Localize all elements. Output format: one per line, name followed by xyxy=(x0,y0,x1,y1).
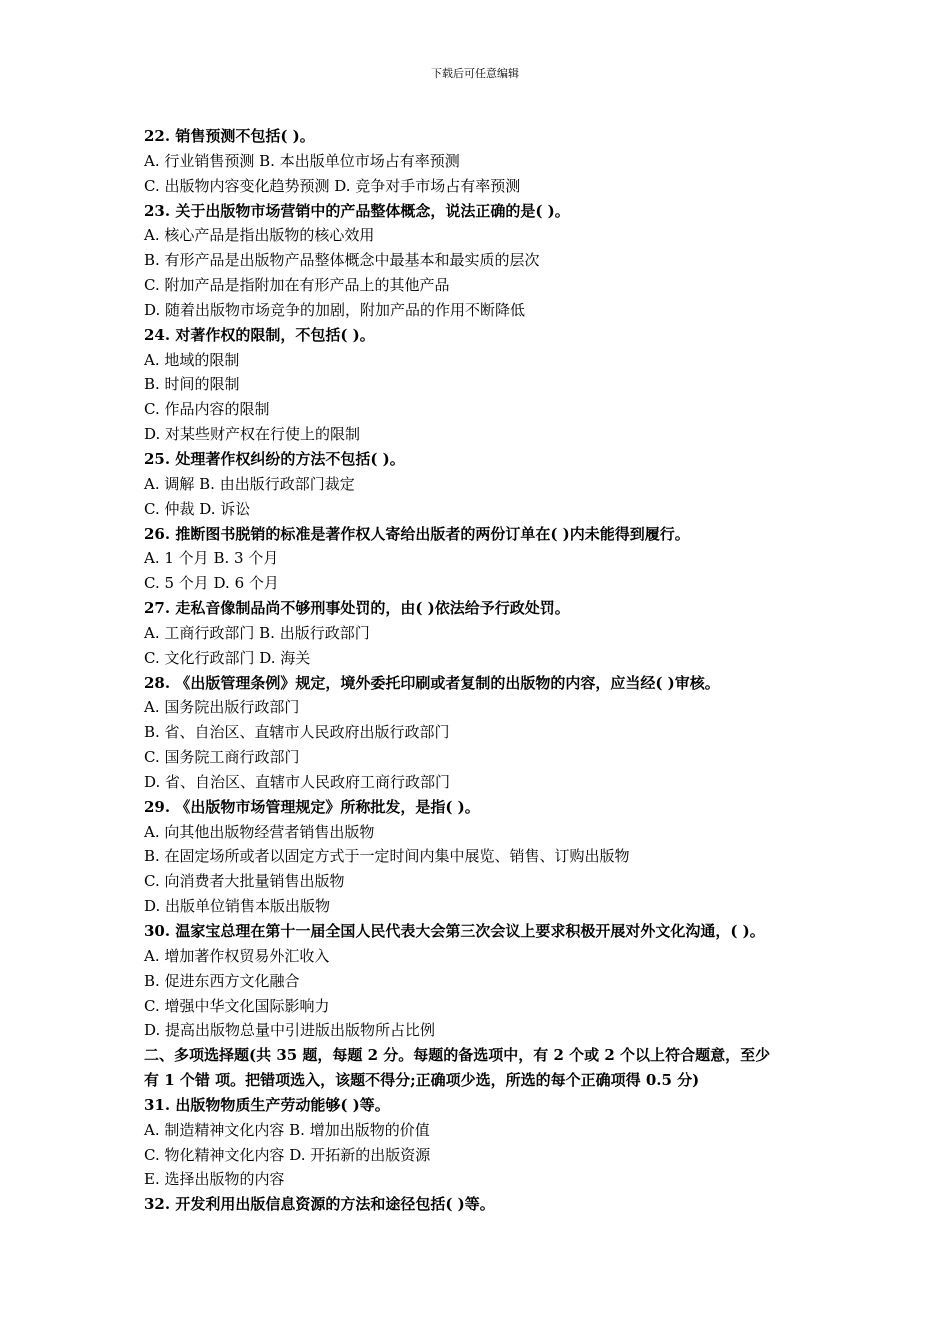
option-line: C. 作品内容的限制 xyxy=(144,400,270,419)
option-line: C. 向消费者大批量销售出版物 xyxy=(144,872,345,891)
option-line: B. 省、自治区、直辖市人民政府出版行政部门 xyxy=(144,723,450,742)
question-line: 27. 走私音像制品尚不够刑事处罚的，由( )依法给予行政处罚。 xyxy=(144,599,570,618)
question-line: 23. 关于出版物市场营销中的产品整体概念，说法正确的是( )。 xyxy=(144,201,570,220)
question-line: 32. 开发利用出版信息资源的方法和途径包括( )等。 xyxy=(144,1195,495,1214)
option-line: D. 出版单位销售本版出版物 xyxy=(144,897,331,916)
option-line: C. 5 个月 D. 6 个月 xyxy=(144,574,279,593)
option-line: C. 附加产品是指附加在有形产品上的其他产品 xyxy=(144,276,450,295)
option-line: C. 文化行政部门 D. 海关 xyxy=(144,648,311,667)
option-line: A. 调解 B. 由出版行政部门裁定 xyxy=(144,474,355,493)
option-line: C. 出版物内容变化趋势预测 D. 竞争对手市场占有率预测 xyxy=(144,176,521,195)
question-line: 25. 处理著作权纠纷的方法不包括( )。 xyxy=(144,449,405,468)
option-line: A. 国务院出版行政部门 xyxy=(144,698,300,717)
option-line: C. 国务院工商行政部门 xyxy=(144,748,300,767)
option-line: D. 提高出版物总量中引进版出版物所占比例 xyxy=(144,1021,436,1040)
question-line: 22. 销售预测不包括( )。 xyxy=(144,127,315,145)
document-body xyxy=(144,124,824,1217)
option-line: B. 促进东西方文化融合 xyxy=(144,971,300,990)
question-line: 30. 温家宝总理在第十一届全国人民代表大会第三次会议上要求积极开展对外文化沟通，( )。 xyxy=(144,922,765,940)
question-line: 28. 《出版管理条例》规定，境外委托印刷或者复制的出版物的内容，应当经( )审核。 xyxy=(144,673,720,692)
page-header: 下载后可任意编辑 xyxy=(431,67,519,80)
option-line: A. 制造精神文化内容 B. 增加出版物的价值 xyxy=(144,1120,430,1139)
option-line: A. 1 个月 B. 3 个月 xyxy=(144,549,279,568)
option-line: A. 地域的限制 xyxy=(144,350,240,369)
question-line: 26. 推断图书脱销的标准是著作权人寄给出版者的两份订单在( )内未能得到履行。 xyxy=(144,524,690,543)
option-line: A. 核心产品是指出版物的核心效用 xyxy=(144,226,375,245)
question-line: 24. 对著作权的限制，不包括( )。 xyxy=(144,325,375,344)
option-line: A. 工商行政部门 B. 出版行政部门 xyxy=(144,623,370,642)
option-line: C. 增强中华文化国际影响力 xyxy=(144,996,330,1015)
question-line: 31. 出版物物质生产劳动能够( )等。 xyxy=(144,1095,390,1114)
option-line: C. 仲裁 D. 诉讼 xyxy=(144,499,251,518)
option-line: D. 省、自治区、直辖市人民政府工商行政部门 xyxy=(144,772,451,791)
option-line: A. 行业销售预测 B. 本出版单位市场占有率预测 xyxy=(144,151,460,170)
option-line: B. 时间的限制 xyxy=(144,375,240,394)
option-line: A. 增加著作权贸易外汇收入 xyxy=(144,946,330,965)
option-line: A. 向其他出版物经营者销售出版物 xyxy=(144,822,375,841)
option-line: E. 选择出版物的内容 xyxy=(144,1170,285,1189)
question-line: 有 1 个错 项。把错项选入，该题不得分;正确项少选，所选的每个正确项得 0.5 分) xyxy=(144,1071,700,1090)
option-line: D. 随着出版物市场竞争的加剧，附加产品的作用不断降低 xyxy=(144,300,526,319)
question-line: 二、多项选择题(共 35 题，每题 2 分。每题的备选项中，有 2 个或 2 个以上符合题意，至少 xyxy=(144,1046,771,1065)
option-line: B. 在固定场所或者以固定方式于一定时间内集中展览、销售、订购出版物 xyxy=(144,847,630,866)
option-line: B. 有形产品是出版物产品整体概念中最基本和最实质的层次 xyxy=(144,251,540,270)
option-line: C. 物化精神文化内容 D. 开拓新的出版资源 xyxy=(144,1145,431,1164)
question-line: 29. 《出版物市场管理规定》所称批发，是指( )。 xyxy=(144,797,480,816)
option-line: D. 对某些财产权在行使上的限制 xyxy=(144,425,361,444)
